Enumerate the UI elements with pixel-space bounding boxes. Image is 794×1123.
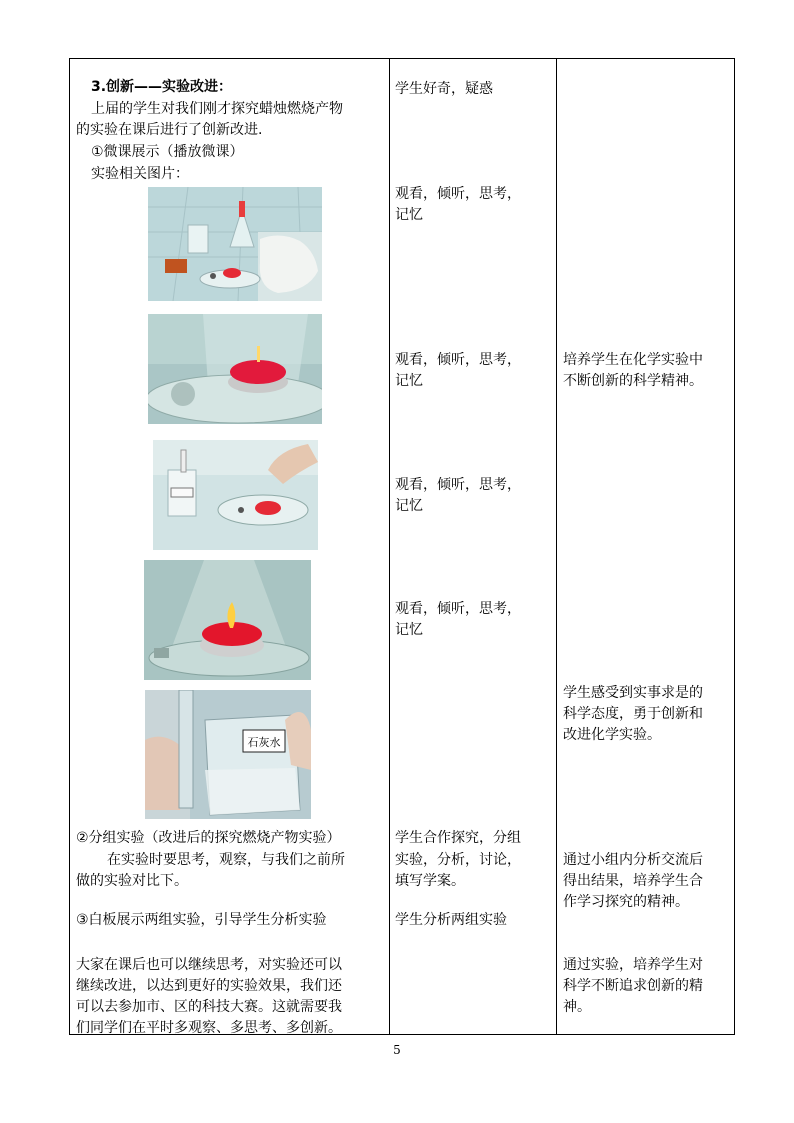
- watch-activity-3-line-1: 观看，倾听，思考，: [395, 477, 521, 493]
- page-number: 5: [393, 1043, 401, 1057]
- goal-attitude-line-3: 改进化学实验。: [563, 727, 661, 743]
- watch-activity-2-line-1: 观看，倾听，思考，: [395, 352, 521, 368]
- goal-attitude-line-2: 科学态度，勇于创新和: [563, 706, 703, 722]
- group-experiment-title: ②分组实验（改进后的探究燃烧产物实验）: [76, 830, 341, 846]
- watch-activity-2-line-2: 记忆: [395, 373, 423, 389]
- watch-activity-4-line-2: 记忆: [395, 622, 423, 638]
- goal-cooperate-line-3: 作学习探究的精神。: [563, 894, 689, 910]
- watch-activity-1-line-2: 记忆: [395, 207, 423, 223]
- column-divider-2: [556, 59, 557, 1034]
- goal-spirit-line-1: 培养学生在化学实验中: [563, 352, 703, 368]
- watch-activity-1-line-1: 观看，倾听，思考，: [395, 186, 521, 202]
- photos-label: 实验相关图片：: [91, 166, 189, 182]
- goal-pursue-line-2: 科学不断追求创新的精: [563, 978, 703, 994]
- goal-spirit-line-2: 不断创新的科学精神。: [563, 373, 703, 389]
- goal-cooperate-line-1: 通过小组内分析交流后: [563, 852, 703, 868]
- closing-line-4: 们同学们在平时多观察、多思考、多创新。: [76, 1020, 342, 1036]
- coop-line-1: 学生合作探究，分组: [395, 830, 521, 846]
- goal-pursue-line-1: 通过实验，培养学生对: [563, 957, 703, 973]
- closing-line-3: 可以去参加市、区的科技大赛。这就需要我: [76, 999, 342, 1015]
- group-experiment-line-2: 做的实验对比下。: [76, 873, 188, 889]
- whiteboard-item: ③白板展示两组实验，引导学生分析实验: [76, 912, 327, 928]
- microlesson-item: ①微课展示（播放微课）: [91, 144, 244, 160]
- limewater-label: 石灰水: [247, 736, 281, 749]
- watch-activity-3-line-2: 记忆: [395, 498, 423, 514]
- column-divider-1: [389, 59, 390, 1034]
- group-experiment-line-1: 在实验时要思考，观察，与我们之前所: [107, 852, 345, 868]
- closing-line-1: 大家在课后也可以继续思考，对实验还可以: [76, 957, 342, 973]
- student-curious: 学生好奇，疑惑: [395, 81, 493, 97]
- watch-activity-4-line-1: 观看，倾听，思考，: [395, 601, 521, 617]
- intro-line-2: 的实验在课后进行了创新改进.: [76, 122, 263, 138]
- section-heading: 3.创新——实验改进：: [91, 79, 233, 95]
- goal-attitude-line-1: 学生感受到实事求是的: [563, 685, 703, 701]
- closing-line-2: 继续改进，以达到更好的实验效果，我们还: [76, 978, 342, 994]
- goal-pursue-line-3: 神。: [563, 999, 591, 1015]
- experiment-photo-hands: [153, 440, 318, 550]
- experiment-photo-flask-candle: [144, 560, 311, 680]
- coop-line-3: 填写学案。: [395, 873, 465, 889]
- analyze-activity: 学生分析两组实验: [395, 912, 507, 928]
- goal-cooperate-line-2: 得出结果，培养学生合: [563, 873, 703, 889]
- experiment-photo-setup: [148, 187, 322, 301]
- experiment-photo-candle-closeup: [148, 314, 322, 424]
- experiment-photo-limewater: [145, 690, 311, 819]
- intro-line-1: 上届的学生对我们刚才探究蜡烛燃烧产物: [91, 101, 343, 117]
- coop-line-2: 实验，分析，讨论，: [395, 852, 521, 868]
